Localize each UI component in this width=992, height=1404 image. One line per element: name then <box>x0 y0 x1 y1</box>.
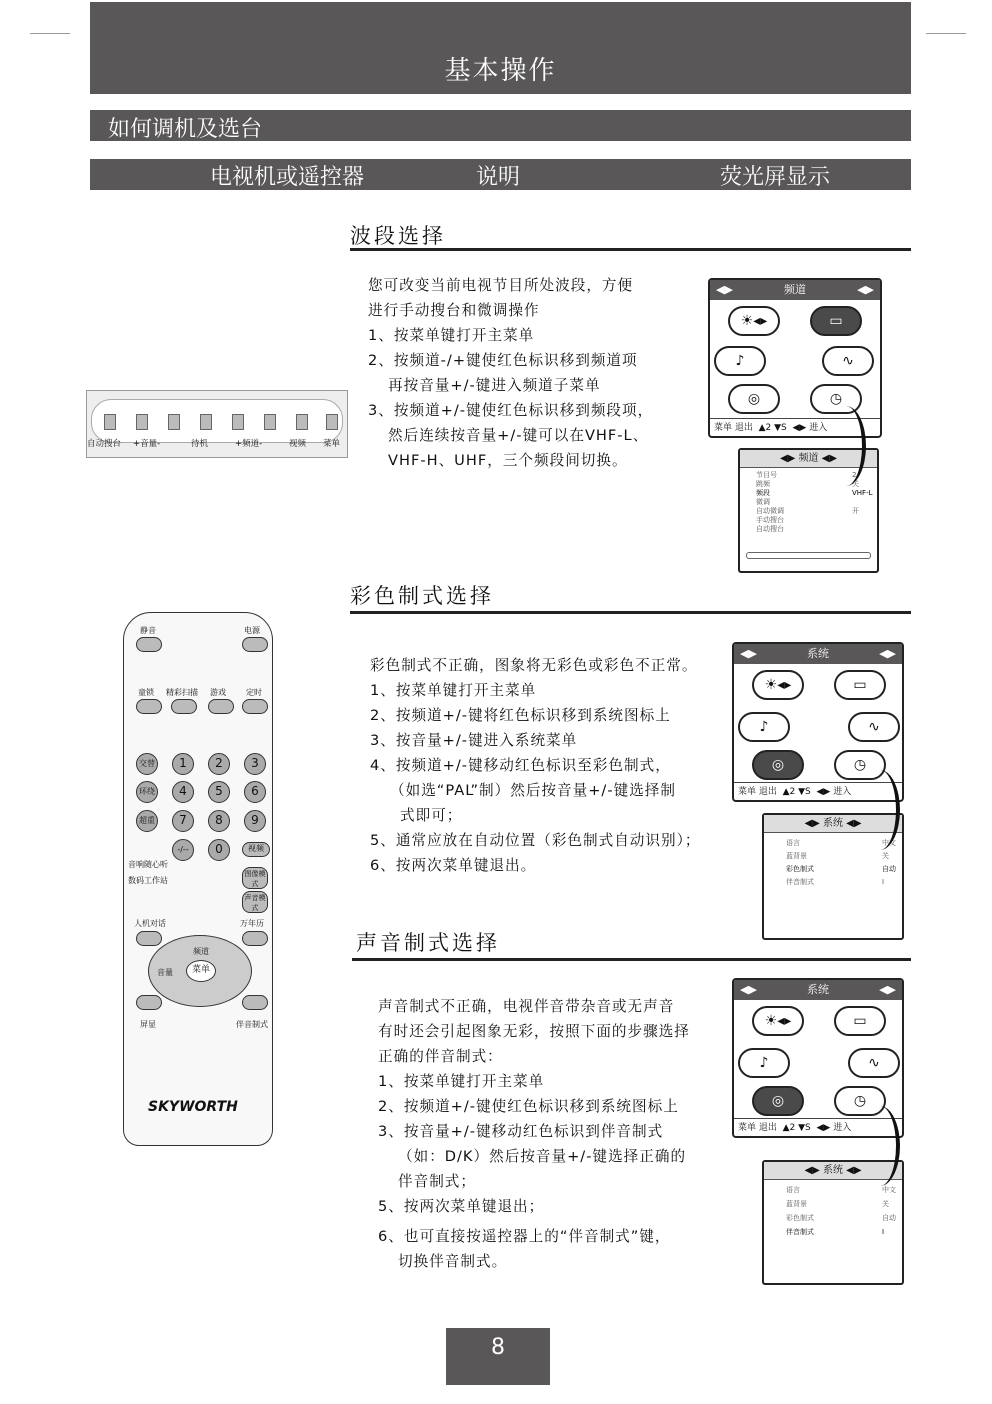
sound-heading: 声音制式选择 <box>356 931 500 955</box>
band-line: 您可改变当前电视节目所处波段，方便 <box>368 277 634 294</box>
tv-icon: ▭ <box>810 306 862 336</box>
band-line: 2、按频道-/+键使红色标识移到频道项 <box>368 352 638 369</box>
page-number: 8 <box>446 1328 550 1385</box>
child-lock-button[interactable] <box>136 699 162 714</box>
sound-line: 3、按音量+/-键移动红色标识到伴音制式 <box>378 1123 664 1140</box>
display-button[interactable] <box>136 995 162 1010</box>
arrow-icon <box>826 406 866 486</box>
sound-osd-main-menu: ◀▶ 系统 ◀▶ ☀◂▸ ▭ ♪ ∿ ◎ ◷ 菜单 退出 ▲2 ▼S ◀▶ 进入 <box>732 978 904 1138</box>
brand-logo: SKYWORTH <box>148 1099 238 1115</box>
menu-button[interactable]: 菜单 <box>186 960 216 982</box>
band-line: 然后连续按音量+/-键可以在VHF-L、 <box>388 427 649 444</box>
sound-osd-submenu: ◀▶ 系统 ◀▶ 语言 中文 蓝背景 关 彩色制式 自动 伴音制式 I <box>762 1160 904 1285</box>
panel-led <box>104 414 116 430</box>
label-timer: 定时 <box>246 688 262 697</box>
band-instructions <box>368 273 653 473</box>
panel-led <box>232 414 244 430</box>
color-line: 式即可； <box>400 807 463 824</box>
game-button[interactable] <box>208 699 234 714</box>
picture-icon: ☀◂▸ <box>752 1006 804 1036</box>
submenu-row: 跳频 关 <box>756 480 859 488</box>
color-divider <box>350 611 911 614</box>
submenu-row: 自动搜台 <box>756 525 784 533</box>
column-header-bar <box>90 159 911 190</box>
color-line: 6、按两次菜单键退出。 <box>370 857 537 874</box>
picture-icon: ☀◂▸ <box>752 670 804 700</box>
submenu-row: 语言 中文 <box>786 1186 896 1194</box>
band-line: 进行手动搜台和微调操作 <box>368 302 540 319</box>
panel-label-volume: +音量- <box>133 439 161 449</box>
sound-line: （如：D/K）然后按音量+/-键选择正确的 <box>398 1148 687 1165</box>
label-sound-system: 伴音制式 <box>236 1020 268 1029</box>
band-line: 3、按频道+/-键使红色标识移到频段项， <box>368 402 654 419</box>
digit-8-button[interactable]: 8 <box>208 810 230 832</box>
submenu-row: 频段 VHF-L <box>756 489 873 497</box>
label-scan: 精彩扫描 <box>166 688 198 697</box>
submenu-row: 蓝背景 关 <box>786 852 889 860</box>
submenu-title: 系统 <box>823 1165 843 1176</box>
band-heading: 波段选择 <box>350 224 446 248</box>
submenu-row: 彩色制式 自动 <box>786 865 896 873</box>
label-game: 游戏 <box>210 688 226 697</box>
label-power: 电源 <box>244 626 260 635</box>
osd-title: 系统 <box>807 647 829 660</box>
sound-line: 声音制式不正确，电视伴音带杂音或无声音 <box>378 998 675 1015</box>
digit-7-button[interactable]: 7 <box>172 810 194 832</box>
tv-front-panel <box>86 390 348 458</box>
section-bar: 如何调机及选台 <box>90 110 911 141</box>
power-button[interactable] <box>242 637 268 652</box>
nav-pad <box>148 935 252 1007</box>
speaker-icon: ♪ <box>738 1048 790 1078</box>
label-calendar: 万年历 <box>240 919 264 928</box>
picture-mode-button[interactable]: 图像模式 <box>242 867 268 889</box>
digit-1-button[interactable]: 1 <box>172 753 194 775</box>
band-divider <box>350 248 911 251</box>
panel-led <box>168 414 180 430</box>
band-osd-main-menu: ◀▶ 频道 ◀▶ ☀◂▸ ▭ ♪ ∿ ◎ ◷ 菜单 退出 ▲2 ▼S ◀▶ 进入 <box>708 278 882 438</box>
label-volume: 音量 <box>157 968 173 977</box>
panel-label-autosearch: 自动搜台 <box>87 439 122 449</box>
osd-title: 频道 <box>784 283 806 296</box>
band-line: 1、按菜单键打开主菜单 <box>368 327 535 344</box>
panel-led <box>136 414 148 430</box>
sound-line: 伴音制式； <box>398 1173 476 1190</box>
remote-control <box>123 612 273 1146</box>
digit-9-button[interactable]: 9 <box>244 810 266 832</box>
speaker-icon: ♪ <box>714 346 766 376</box>
picture-icon: ☀◂▸ <box>728 306 780 336</box>
color-line: 2、按频道+/-键将红色标识移到系统图标上 <box>370 707 671 724</box>
label-digital: 数码工作站 <box>128 876 168 885</box>
timer-button[interactable] <box>242 699 268 714</box>
panel-led <box>264 414 276 430</box>
globe-icon: ◎ <box>752 750 804 780</box>
submenu-row: 手动搜台 <box>756 516 784 524</box>
color-heading: 彩色制式选择 <box>350 584 494 608</box>
submenu-title: 频道 <box>798 453 819 464</box>
dialog-button[interactable] <box>136 931 162 946</box>
globe-icon: ◎ <box>752 1086 804 1116</box>
sound-line: 1、按菜单键打开主菜单 <box>378 1073 545 1090</box>
sound-system-button[interactable] <box>242 995 268 1010</box>
panel-led <box>326 414 338 430</box>
panel-label-menu: 菜单 <box>323 439 341 449</box>
digit-5-button[interactable]: 5 <box>208 781 230 803</box>
surround-button[interactable]: 环绕 <box>136 781 158 803</box>
sound-divider <box>352 958 911 961</box>
color-line: 3、按音量+/-键进入系统菜单 <box>370 732 578 749</box>
dash-button[interactable]: -/-- <box>172 839 194 861</box>
color-line: 5、通常应放在自动位置（彩色制式自动识别）； <box>370 832 701 849</box>
digit-6-button[interactable]: 6 <box>244 781 266 803</box>
panel-label-channel: +频道- <box>235 439 263 449</box>
color-line: 4、按频道+/-键移动红色标识至彩色制式， <box>370 757 671 774</box>
calendar-button[interactable] <box>242 931 268 946</box>
column-header-description: 说明 <box>476 165 521 190</box>
wave-icon: ∿ <box>848 1048 900 1078</box>
clock-icon: ◷ <box>834 750 886 780</box>
wave-icon: ∿ <box>848 712 900 742</box>
color-osd-main-menu: ◀▶ 系统 ◀▶ ☀◂▸ ▭ ♪ ∿ ◎ ◷ 菜单 退出 ▲2 ▼S ◀▶ 进入 <box>732 642 904 802</box>
submenu-row: 自动微调 开 <box>756 507 859 515</box>
arrow-icon <box>860 770 900 850</box>
digit-0-button[interactable]: 0 <box>208 839 230 861</box>
sound-line: 2、按频道+/-键使红色标识移到系统图标上 <box>378 1098 679 1115</box>
submenu-row: 语言 中文 <box>786 839 896 847</box>
video-button[interactable]: 视频 <box>242 842 270 857</box>
submenu-row: 彩色制式 自动 <box>786 1214 896 1222</box>
color-line: （如选“PAL”制）然后按音量+/-键选择制 <box>390 782 676 799</box>
label-child-lock: 童锁 <box>138 688 154 697</box>
color-line: 彩色制式不正确，图象将无彩色或彩色不正常。 <box>370 657 698 674</box>
label-display: 屏显 <box>140 1020 156 1029</box>
submenu-row: 节目号 2 <box>756 471 857 479</box>
sound-line: 正确的伴音制式： <box>378 1048 503 1065</box>
digit-2-button[interactable]: 2 <box>208 753 230 775</box>
tv-icon: ▭ <box>834 670 886 700</box>
label-mute: 静音 <box>140 626 156 635</box>
submenu-row: 微调 <box>756 498 770 506</box>
clock-icon: ◷ <box>810 384 862 414</box>
clock-icon: ◷ <box>834 1086 886 1116</box>
submenu-row: 蓝背景 关 <box>786 1200 889 1208</box>
digit-3-button[interactable]: 3 <box>244 753 266 775</box>
label-surround: 音响随心听 <box>128 860 168 869</box>
globe-icon: ◎ <box>728 384 780 414</box>
band-osd-submenu: ◀▶ 频道 ◀▶ 节目号 2 跳频 关 频段 VHF-L 微调 自动微调 开 手动搜台 自动搜台 <box>738 448 879 573</box>
digit-4-button[interactable]: 4 <box>172 781 194 803</box>
sound-line: 切换伴音制式。 <box>398 1253 508 1270</box>
osd-title: 系统 <box>807 983 829 996</box>
mute-button[interactable] <box>136 637 162 652</box>
label-dialog: 人机对话 <box>134 919 166 928</box>
panel-led <box>296 414 308 430</box>
speaker-icon: ♪ <box>738 712 790 742</box>
color-line: 1、按菜单键打开主菜单 <box>370 682 537 699</box>
fine-tune-bar <box>746 552 871 559</box>
page-title: 基本操作 <box>444 56 557 86</box>
color-osd-submenu: ◀▶ 系统 ◀▶ 语言 中文 蓝背景 关 彩色制式 自动 伴音制式 I <box>762 813 904 940</box>
column-header-device: 电视机或遥控器 <box>210 165 365 190</box>
swap-button[interactable]: 交替 <box>136 753 158 775</box>
arrow-icon <box>860 1106 900 1186</box>
scan-button[interactable] <box>171 699 197 714</box>
label-channel: 频道 <box>193 947 209 956</box>
sound-instructions <box>378 994 690 1274</box>
color-instructions <box>370 653 700 878</box>
sound-mode-button[interactable]: 声音模式 <box>242 891 268 913</box>
bass-button[interactable]: 超重 <box>136 810 158 832</box>
column-header-screen: 荧光屏显示 <box>720 165 831 190</box>
band-line: VHF-H、UHF，三个频段间切换。 <box>388 452 628 469</box>
wave-icon: ∿ <box>822 346 874 376</box>
sound-line: 5、按两次菜单键退出； <box>378 1198 545 1215</box>
tv-icon: ▭ <box>834 1006 886 1036</box>
sound-line: 有时还会引起图象无彩，按照下面的步骤选择 <box>378 1023 690 1040</box>
submenu-row: 伴音制式 I <box>786 1228 885 1236</box>
sound-line: 6、也可直接按遥控器上的“伴音制式”键， <box>378 1228 671 1245</box>
submenu-row: 伴音制式 I <box>786 878 885 886</box>
panel-led <box>200 414 212 430</box>
band-line: 再按音量+/-键进入频道子菜单 <box>388 377 601 394</box>
panel-label-video: 视频 <box>289 439 307 449</box>
page-header <box>90 2 911 94</box>
panel-label-standby: 待机 <box>191 439 209 449</box>
submenu-title: 系统 <box>823 818 843 829</box>
